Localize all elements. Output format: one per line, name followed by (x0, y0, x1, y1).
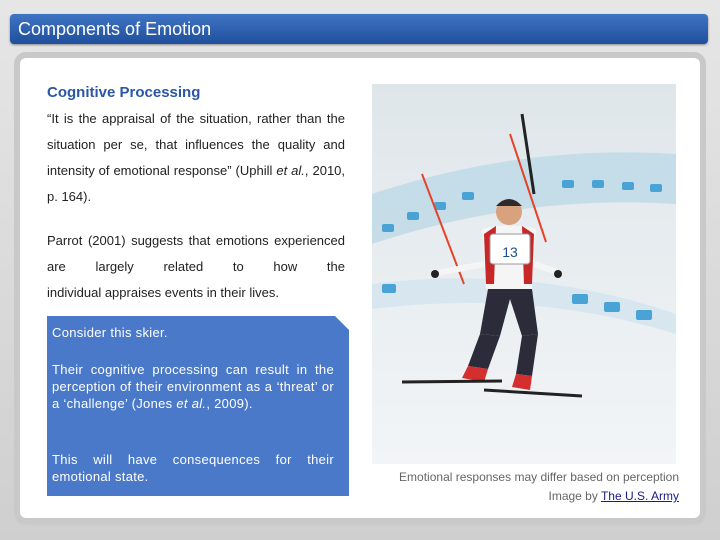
callout-line-2 (52, 361, 334, 412)
credit-prefix: Image by (548, 489, 601, 503)
skier-photo (372, 84, 676, 464)
callout-citation: , 2009). (206, 396, 253, 411)
credit-link[interactable]: The U.S. Army (600, 489, 679, 503)
callout-et-al: et al. (176, 396, 207, 411)
section-heading: Cognitive Processing (47, 84, 201, 101)
parrot-text: Parrot (2001) suggests that emotions experienced are largely related to how the (47, 233, 345, 274)
bib-number: 13 (502, 244, 518, 260)
parrot-text-last: individual appraises events in their lives. (47, 285, 279, 300)
slide-title: Components of Emotion (18, 19, 212, 39)
caption-credit (399, 487, 679, 506)
caption-text: Emotional responses may differ based on perception (399, 470, 679, 484)
callout-line-2-text: Their cognitive processing can result in the perception of their environment as a ‘threat’ or a ‘challenge’ (Jones (52, 362, 334, 411)
callout-line-1: Consider this skier. (52, 325, 168, 340)
quote-paragraph (47, 106, 345, 210)
quote-text: “It is the appraisal of the situation, rather than the situation per se, that influences the quality and intensity of emotional response” (Uphill (47, 111, 345, 178)
callout-line-3: This will have consequences for their emotional state. (52, 452, 334, 484)
quote-et-al: et al. (276, 163, 305, 178)
skier-illustration (372, 84, 676, 464)
parrot-paragraph (47, 228, 345, 306)
image-caption (399, 468, 679, 506)
callout-box (47, 316, 349, 496)
title-bar (10, 14, 708, 44)
quote-citation: , 2010, p. 164). (47, 163, 346, 204)
